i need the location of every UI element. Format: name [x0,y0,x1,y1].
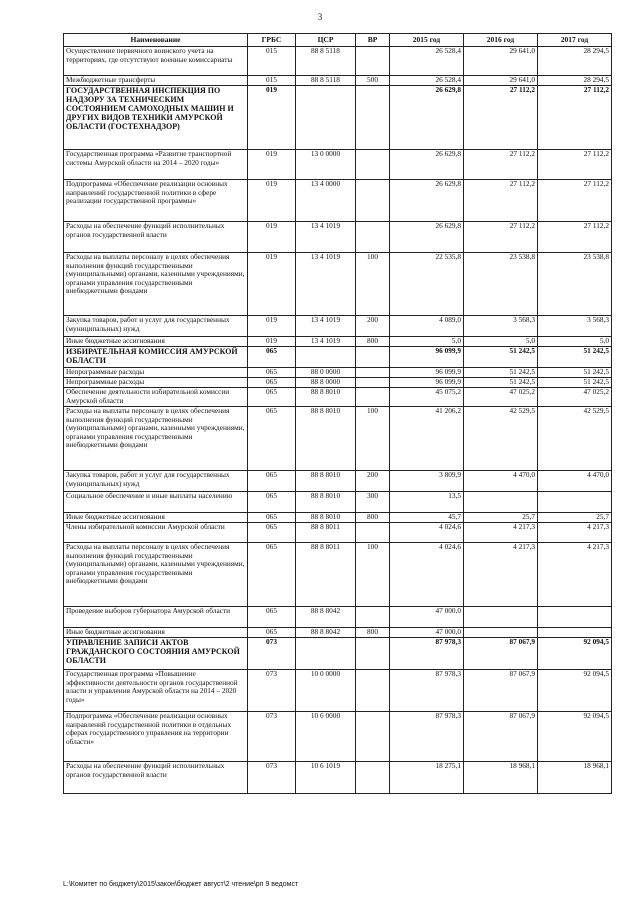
row-csr: 10 6 1019 [296,762,356,794]
table-row [64,670,612,712]
row-2017: 92 094,5 [538,712,612,762]
table-row [64,316,612,337]
row-2017: 27 112,2 [538,150,612,180]
row-name: Подпрограмма «Обеспечение реализации основных направлений государственной политики в отдельных сферах государственного управления на территории области» [64,712,248,762]
row-2016: 87 067,9 [464,638,538,670]
row-grbs: 073 [248,762,296,794]
row-grbs: 065 [248,523,296,543]
table-row [64,337,612,347]
row-csr: 10 6 0000 [296,712,356,762]
row-2016: 27 112,2 [464,86,538,150]
row-2017: 47 025,2 [538,388,612,407]
table-row [64,513,612,523]
row-2017: 51 242,5 [538,368,612,378]
row-csr: 88 8 8010 [296,471,356,492]
row-2016 [464,628,538,638]
row-grbs: 019 [248,150,296,180]
row-vr: 100 [356,407,390,471]
row-2016: 27 112,2 [464,222,538,253]
row-2016: 25,7 [464,513,538,523]
row-grbs: 019 [248,253,296,316]
row-vr [356,712,390,762]
row-name: Закупка товаров, работ и услуг для государственных (муниципальных) нужд [64,471,248,492]
row-vr: 100 [356,543,390,607]
row-2015: 4 024,6 [390,523,464,543]
row-2017: 27 112,2 [538,86,612,150]
row-2017: 3 568,3 [538,316,612,337]
row-csr: 88 8 8010 [296,388,356,407]
row-2017: 42 529,5 [538,407,612,471]
row-2016: 87 067,9 [464,712,538,762]
row-csr: 88 8 8011 [296,523,356,543]
row-grbs: 073 [248,712,296,762]
row-2015: 96 099,9 [390,368,464,378]
row-2016: 18 968,1 [464,762,538,794]
table-row [64,347,612,368]
row-2015: 45,7 [390,513,464,523]
row-grbs: 065 [248,347,296,368]
table-row [64,523,612,543]
row-grbs: 015 [248,47,296,76]
row-grbs: 065 [248,628,296,638]
row-csr: 88 8 8010 [296,407,356,471]
row-vr: 800 [356,337,390,347]
row-2016: 23 538,8 [464,253,538,316]
row-vr [356,222,390,253]
row-vr [356,388,390,407]
row-2015: 96 099,9 [390,347,464,368]
row-2017: 92 094,5 [538,670,612,712]
row-vr [356,86,390,150]
budget-table [63,33,612,794]
row-csr: 88 8 8042 [296,628,356,638]
row-vr: 200 [356,316,390,337]
row-2017: 28 294,5 [538,47,612,76]
row-grbs: 065 [248,407,296,471]
row-2017: 4 470,0 [538,471,612,492]
header-2016: 2016 год [464,34,538,47]
row-2015: 41 206,2 [390,407,464,471]
row-name: Иные бюджетные ассигнования [64,628,248,638]
row-vr [356,523,390,543]
row-csr [296,638,356,670]
row-2015: 26 629,8 [390,222,464,253]
row-2015: 87 978,3 [390,638,464,670]
row-vr [356,368,390,378]
row-csr: 13 4 1019 [296,222,356,253]
row-grbs: 065 [248,543,296,607]
row-2017: 51 242,5 [538,378,612,388]
table-row [64,712,612,762]
row-grbs: 019 [248,86,296,150]
table-row [64,150,612,180]
table-row [64,378,612,388]
row-2015: 26 629,8 [390,150,464,180]
row-grbs: 065 [248,368,296,378]
row-csr: 88 8 8042 [296,607,356,628]
table-row [64,368,612,378]
row-2015: 4 089,0 [390,316,464,337]
row-csr: 13 4 0000 [296,180,356,222]
row-name: Иные бюджетные ассигнования [64,337,248,347]
row-name: УПРАВЛЕНИЕ ЗАПИСИ АКТОВ ГРАЖДАНСКОГО СОСТОЯНИЯ АМУРСКОЙ ОБЛАСТИ [64,638,248,670]
row-vr [356,47,390,76]
row-csr [296,86,356,150]
row-2016: 47 025,2 [464,388,538,407]
header-csr: ЦСР [296,34,356,47]
row-name: Подпрограмма «Обеспечение реализации основных направлений государственной политики в сфере реализации государственной программы» [64,180,248,222]
page-number: 3 [317,12,323,22]
row-csr: 13 4 1019 [296,316,356,337]
row-name: Расходы на обеспечение функций исполнительных органов государственной власти [64,762,248,794]
row-grbs: 065 [248,492,296,513]
row-2015: 47 000,0 [390,607,464,628]
row-2016: 27 112,2 [464,150,538,180]
row-2016: 5,0 [464,337,538,347]
row-csr: 88 8 5118 [296,76,356,86]
row-2015: 3 809,9 [390,471,464,492]
row-vr: 100 [356,253,390,316]
row-2017: 28 294,5 [538,76,612,86]
row-2017: 51 242,5 [538,347,612,368]
row-name: Межбюджетные трансферты [64,76,248,86]
row-2016: 29 641,0 [464,47,538,76]
row-2016: 4 217,3 [464,543,538,607]
row-2015: 22 535,8 [390,253,464,316]
row-2016: 29 641,0 [464,76,538,86]
row-2017: 23 538,8 [538,253,612,316]
header-2015: 2015 год [390,34,464,47]
row-csr: 88 8 8011 [296,543,356,607]
table-row [64,471,612,492]
row-2015: 18 275,1 [390,762,464,794]
table-row [64,180,612,222]
row-csr: 88 8 8010 [296,513,356,523]
row-csr: 13 0 0000 [296,150,356,180]
row-2015: 4 024,6 [390,543,464,607]
row-2016: 51 242,5 [464,347,538,368]
row-vr: 200 [356,471,390,492]
row-grbs: 073 [248,670,296,712]
row-2017: 4 217,3 [538,543,612,607]
table-row [64,253,612,316]
row-vr: 800 [356,628,390,638]
row-grbs: 019 [248,180,296,222]
row-name: Осуществление первичного воинского учета на территориях, где отсутствуют военные комиссариаты [64,47,248,76]
row-2017: 27 112,2 [538,222,612,253]
table-row [64,222,612,253]
file-path-footer: L:\Комитет по бюджету\2015\закон\бюджет август\2 чтение\рп 9 ведомст [63,881,299,888]
row-vr [356,347,390,368]
table-row [64,47,612,76]
row-2015: 87 978,3 [390,712,464,762]
row-grbs: 065 [248,378,296,388]
row-2017: 25,7 [538,513,612,523]
row-name: Непрограммные расходы [64,378,248,388]
row-grbs: 019 [248,337,296,347]
row-grbs: 019 [248,316,296,337]
row-2016: 3 568,3 [464,316,538,337]
row-csr: 88 0 0000 [296,368,356,378]
row-2016: 42 529,5 [464,407,538,471]
row-grbs: 065 [248,388,296,407]
row-name: ИЗБИРАТЕЛЬНАЯ КОМИССИЯ АМУРСКОЙ ОБЛАСТИ [64,347,248,368]
row-2015: 26 528,4 [390,47,464,76]
row-csr: 10 0 0000 [296,670,356,712]
row-2016: 51 242,5 [464,368,538,378]
row-name: Социальное обеспечение и иные выплаты населению [64,492,248,513]
row-vr: 300 [356,492,390,513]
row-2015: 26 629,8 [390,86,464,150]
row-csr: 13 4 1019 [296,337,356,347]
table-row [64,543,612,607]
row-vr [356,762,390,794]
row-csr: 88 8 0000 [296,378,356,388]
table-row [64,388,612,407]
table-header-row [64,34,612,47]
row-name: Закупка товаров, работ и услуг для государственных (муниципальных) нужд [64,316,248,337]
row-2015: 45 075,2 [390,388,464,407]
row-name: Проведение выборов губернатора Амурской области [64,607,248,628]
row-2015: 87 978,3 [390,670,464,712]
row-2016 [464,607,538,628]
row-csr: 88 8 5118 [296,47,356,76]
row-grbs: 065 [248,513,296,523]
row-name: Расходы на обеспечение функций исполнительных органов государственной власти [64,222,248,253]
header-grbs: ГРБС [248,34,296,47]
row-vr: 500 [356,76,390,86]
row-vr [356,150,390,180]
header-vr: ВР [356,34,390,47]
row-2016 [464,492,538,513]
header-name: Наименование [64,34,248,47]
row-vr [356,607,390,628]
row-name: Государственная программа «Повышение эффективности деятельности органов государственной власти и управления Амурской области на 2014 – 2020 годы» [64,670,248,712]
row-name: Члены избирательной комиссии Амурской области [64,523,248,543]
row-vr [356,638,390,670]
row-name: ГОСУДАРСТВЕННАЯ ИНСПЕКЦИЯ ПО НАДЗОРУ ЗА ТЕХНИЧЕСКИМ СОСТОЯНИЕМ САМОХОДНЫХ МАШИН И ДРУГИХ ВИДОВ ТЕХНИКИ АМУРСКОЙ ОБЛАСТИ (ГОСТЕХНАДЗОР) [64,86,248,150]
table-row [64,76,612,86]
row-2016: 51 242,5 [464,378,538,388]
row-2015: 13,5 [390,492,464,513]
row-2017: 4 217,3 [538,523,612,543]
row-grbs: 015 [248,76,296,86]
row-grbs: 019 [248,222,296,253]
row-2017: 18 968,1 [538,762,612,794]
table-row [64,492,612,513]
table-row [64,86,612,150]
row-csr: 88 8 8010 [296,492,356,513]
row-2015: 26 629,8 [390,180,464,222]
row-grbs: 065 [248,607,296,628]
row-name: Непрограммные расходы [64,368,248,378]
row-2017: 5,0 [538,337,612,347]
row-2016: 27 112,2 [464,180,538,222]
row-2017: 92 094,5 [538,638,612,670]
row-2017 [538,492,612,513]
row-2016: 4 217,3 [464,523,538,543]
row-name: Расходы на выплаты персоналу в целях обеспечения выполнения функций государственными (муниципальными) органами, казенными учреждениями, органами управления государственными внебюджетными фондами [64,253,248,316]
header-2017: 2017 год [538,34,612,47]
row-csr: 13 4 1019 [296,253,356,316]
row-2015: 96 099,9 [390,378,464,388]
row-2015: 26 528,4 [390,76,464,86]
row-2017: 27 112,2 [538,180,612,222]
row-csr [296,347,356,368]
row-name: Обеспечение деятельности избирательной комиссии Амурской области [64,388,248,407]
row-2016: 87 067,9 [464,670,538,712]
row-vr [356,670,390,712]
row-vr [356,378,390,388]
row-2017 [538,628,612,638]
row-vr [356,180,390,222]
row-2015: 47 000,0 [390,628,464,638]
row-grbs: 073 [248,638,296,670]
row-name: Иные бюджетные ассигнования [64,513,248,523]
row-2016: 4 470,0 [464,471,538,492]
table-row [64,407,612,471]
row-grbs: 065 [248,471,296,492]
row-name: Расходы на выплаты персоналу в целях обеспечения выполнения функций государственными (муниципальными) органами, казенными учреждениями, органами управления государственными внебюджетными фондами [64,407,248,471]
table-row [64,762,612,794]
row-2017 [538,607,612,628]
table-row [64,638,612,670]
row-2015: 5,0 [390,337,464,347]
table-row [64,607,612,628]
row-vr: 800 [356,513,390,523]
table-row [64,628,612,638]
row-name: Расходы на выплаты персоналу в целях обеспечения выполнения функций государственными (муниципальными) органами, казенными учреждениями, органами управления государственными внебюджетными фондами [64,543,248,607]
row-name: Государственная программа «Развитие транспортной системы Амурской области на 2014 – 2020 годы» [64,150,248,180]
